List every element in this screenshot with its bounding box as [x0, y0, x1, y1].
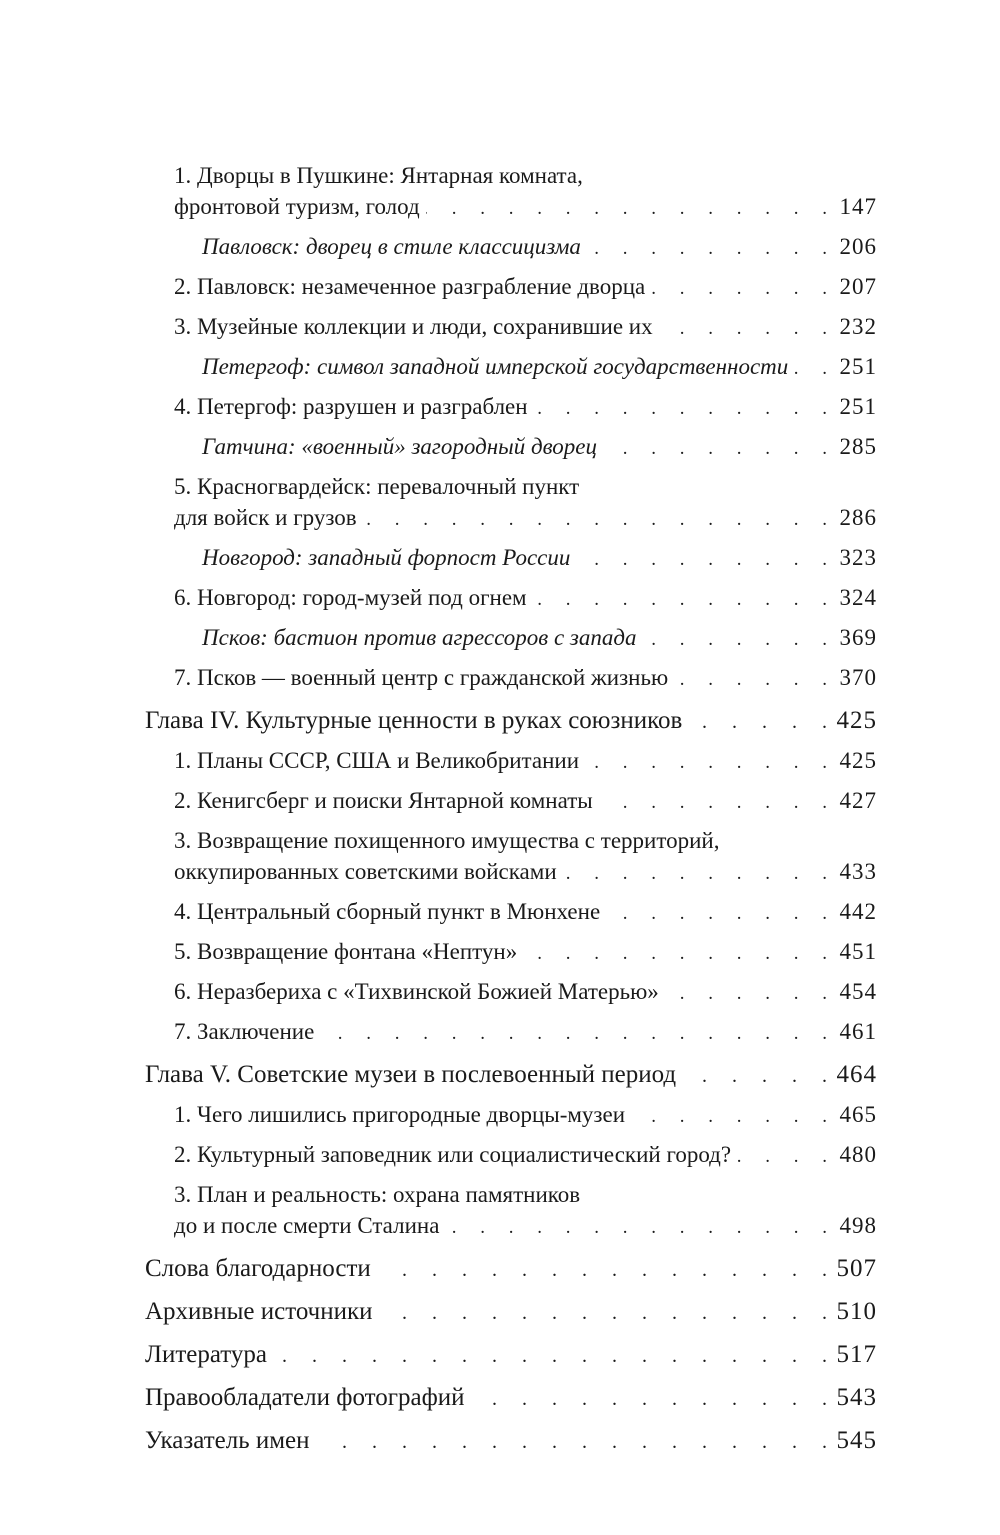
toc-page-number: 480	[839, 1142, 877, 1167]
dot-leader	[533, 584, 827, 615]
toc-page-number: 323	[839, 545, 877, 570]
dot-leader	[665, 978, 827, 1009]
toc-page-number: 510	[836, 1298, 877, 1325]
toc-entry-row	[202, 231, 877, 264]
toc-entry-row	[174, 502, 877, 535]
dot-leader	[737, 1141, 827, 1172]
toc-entry-title-line: 3. План и реальность: охрана памятников	[174, 1182, 581, 1207]
toc-section-entry	[145, 471, 877, 535]
dot-leader	[316, 1427, 827, 1458]
toc-entry-title: 1. Чего лишились пригородные дворцы-музеи	[174, 1099, 625, 1130]
toc-entry-title: фронтовой туризм, голод	[174, 191, 420, 222]
dot-leader	[599, 787, 827, 818]
toc-entry-title: Указатель имен	[145, 1427, 310, 1454]
toc-entry-row	[174, 311, 877, 344]
dot-leader	[682, 1061, 827, 1092]
toc-section-entry	[145, 391, 877, 424]
dot-leader	[379, 1298, 827, 1329]
toc-subsection-entry	[145, 231, 877, 264]
toc-page-number: 369	[839, 625, 877, 650]
toc-page-number: 451	[839, 939, 877, 964]
toc-chapter-entry	[145, 1339, 877, 1372]
toc-entry-row	[202, 622, 877, 655]
toc-page-number: 433	[839, 859, 877, 884]
toc-page-number: 498	[839, 1213, 877, 1238]
toc-entry-title: 7. Заключение	[174, 1016, 314, 1047]
table-of-contents	[145, 160, 877, 1458]
toc-entry-row	[174, 936, 877, 969]
toc-entry-title: Правообладатели фотографий	[145, 1384, 465, 1411]
toc-entry-row	[174, 391, 877, 424]
toc-entry-title: оккупированных советскими войсками	[174, 856, 557, 887]
toc-subsection-entry	[145, 542, 877, 575]
toc-page-number: 251	[839, 394, 877, 419]
toc-entry-title-line: 3. Возвращение похищенного имущества с территорий,	[174, 828, 720, 853]
toc-entry-title: Гатчина: «военный» загородный дворец	[202, 431, 597, 462]
toc-page-number: 545	[836, 1427, 877, 1454]
toc-section-entry	[145, 582, 877, 615]
dot-leader	[363, 504, 827, 535]
toc-page-number: 442	[839, 899, 877, 924]
toc-section-entry	[145, 311, 877, 344]
toc-entry-title: 2. Культурный заповедник или социалистический город?	[174, 1139, 731, 1170]
toc-entry-row	[202, 351, 877, 384]
toc-entry-title-line: 5. Красногвардейск: перевалочный пункт	[174, 474, 580, 499]
toc-entry-row	[202, 431, 877, 464]
toc-entry-title: 2. Кенигсберг и поиски Янтарной комнаты	[174, 785, 593, 816]
toc-page-number: 517	[836, 1341, 877, 1368]
toc-page-number: 286	[839, 505, 877, 530]
toc-entry-title-line: 1. Дворцы в Пушкине: Янтарная комната,	[174, 163, 583, 188]
dot-leader	[273, 1341, 827, 1372]
toc-section-entry	[145, 1179, 877, 1243]
toc-entry-row	[174, 785, 877, 818]
toc-entry-title: Литература	[145, 1341, 267, 1368]
toc-entry-row	[174, 1139, 877, 1172]
toc-page-number: 507	[836, 1255, 877, 1282]
toc-chapter-entry	[145, 1059, 877, 1092]
dot-leader	[445, 1212, 827, 1243]
toc-chapter-entry	[145, 705, 877, 738]
toc-entry-title: Псков: бастион против агрессоров с запада	[202, 622, 637, 653]
toc-section-entry	[145, 976, 877, 1009]
toc-page-number: 207	[839, 274, 877, 299]
toc-entry-row	[145, 705, 877, 738]
toc-section-entry	[145, 271, 877, 304]
toc-entry-title: 6. Новгород: город-музей под огнем	[174, 582, 527, 613]
toc-entry-row	[174, 856, 877, 889]
toc-section-entry	[145, 825, 877, 889]
toc-entry-row	[174, 662, 877, 695]
dot-leader	[377, 1255, 827, 1286]
toc-entry-row	[174, 191, 877, 224]
toc-entry-title: до и после смерти Сталина	[174, 1210, 439, 1241]
toc-page-number: 425	[836, 707, 877, 734]
toc-entry-row	[145, 1339, 877, 1372]
toc-page-number: 425	[839, 748, 877, 773]
toc-entry-row	[145, 1382, 877, 1415]
toc-chapter-entry	[145, 1382, 877, 1415]
toc-entry-row	[145, 1425, 877, 1458]
toc-entry-title: Петергоф: символ западной имперской государственности	[202, 351, 788, 382]
dot-leader	[563, 858, 827, 889]
toc-chapter-entry	[145, 1253, 877, 1286]
toc-section-entry	[145, 1099, 877, 1132]
toc-page-number: 543	[836, 1384, 877, 1411]
toc-section-entry	[145, 896, 877, 929]
dot-leader	[794, 353, 827, 384]
toc-section-entry	[145, 785, 877, 818]
toc-page-number: 147	[839, 194, 877, 219]
toc-chapter-entry	[145, 1425, 877, 1458]
dot-leader	[576, 544, 827, 575]
toc-entry-title: 4. Петергоф: разрушен и разграблен	[174, 391, 528, 422]
toc-section-entry	[145, 662, 877, 695]
dot-leader	[651, 273, 827, 304]
toc-entry-title: для войск и грузов	[174, 502, 357, 533]
toc-entry-row	[174, 976, 877, 1009]
toc-entry-title: Павловск: дворец в стиле классицизма	[202, 231, 581, 262]
toc-subsection-entry	[145, 351, 877, 384]
toc-entry-title: 4. Центральный сборный пункт в Мюнхене	[174, 896, 600, 927]
dot-leader	[606, 898, 827, 929]
toc-entry-row	[174, 745, 877, 778]
toc-entry-row	[174, 896, 877, 929]
toc-entry-row	[145, 1296, 877, 1329]
toc-entry-row	[174, 1099, 877, 1132]
toc-page-number: 232	[839, 314, 877, 339]
toc-entry-row	[174, 271, 877, 304]
toc-entry-title: Глава IV. Культурные ценности в руках союзников	[145, 707, 683, 734]
toc-page-number: 324	[839, 585, 877, 610]
toc-entry-title: 2. Павловск: незамеченное разграбление дворца	[174, 271, 645, 302]
dot-leader	[585, 747, 827, 778]
toc-entry-title: Архивные источники	[145, 1298, 373, 1325]
toc-section-entry	[145, 160, 877, 224]
toc-subsection-entry	[145, 622, 877, 655]
toc-page-number: 427	[839, 788, 877, 813]
toc-entry-title: 5. Возвращение фонтана «Нептун»	[174, 936, 517, 967]
toc-subsection-entry	[145, 431, 877, 464]
toc-entry-title: 7. Псков — военный центр с гражданской жизнью	[174, 662, 668, 693]
toc-chapter-entry	[145, 1296, 877, 1329]
dot-leader	[603, 433, 827, 464]
toc-section-entry	[145, 1016, 877, 1049]
toc-entry-title: Слова благодарности	[145, 1255, 371, 1282]
toc-entry-title: Глава V. Советские музеи в послевоенный период	[145, 1061, 677, 1088]
dot-leader	[688, 707, 827, 738]
toc-entry-title: 1. Планы СССР, США и Великобритании	[174, 745, 579, 776]
toc-page-number: 370	[839, 665, 877, 690]
toc-entry-row	[174, 1016, 877, 1049]
toc-section-entry	[145, 1139, 877, 1172]
dot-leader	[587, 233, 827, 264]
toc-page-number: 461	[839, 1019, 877, 1044]
dot-leader	[643, 624, 827, 655]
toc-entry-row	[145, 1059, 877, 1092]
toc-page-number: 454	[839, 979, 877, 1004]
dot-leader	[471, 1384, 827, 1415]
toc-page-number: 465	[839, 1102, 877, 1127]
toc-section-entry	[145, 745, 877, 778]
dot-leader	[534, 393, 827, 424]
toc-page-number: 285	[839, 434, 877, 459]
toc-entry-title: 6. Неразбериха с «Тихвинской Божией Матерью»	[174, 976, 659, 1007]
toc-page-number: 251	[839, 354, 877, 379]
dot-leader	[659, 313, 827, 344]
toc-entry-title: 3. Музейные коллекции и люди, сохранившие их	[174, 311, 653, 342]
dot-leader	[523, 938, 827, 969]
toc-entry-row	[174, 582, 877, 615]
toc-section-entry	[145, 936, 877, 969]
dot-leader	[426, 193, 827, 224]
toc-page-number: 206	[839, 234, 877, 259]
toc-page-number: 464	[836, 1061, 877, 1088]
dot-leader	[674, 664, 827, 695]
toc-entry-row	[174, 1210, 877, 1243]
dot-leader	[320, 1018, 827, 1049]
toc-entry-title: Новгород: западный форпост России	[202, 542, 570, 573]
toc-entry-row	[202, 542, 877, 575]
dot-leader	[631, 1101, 827, 1132]
toc-entry-row	[145, 1253, 877, 1286]
